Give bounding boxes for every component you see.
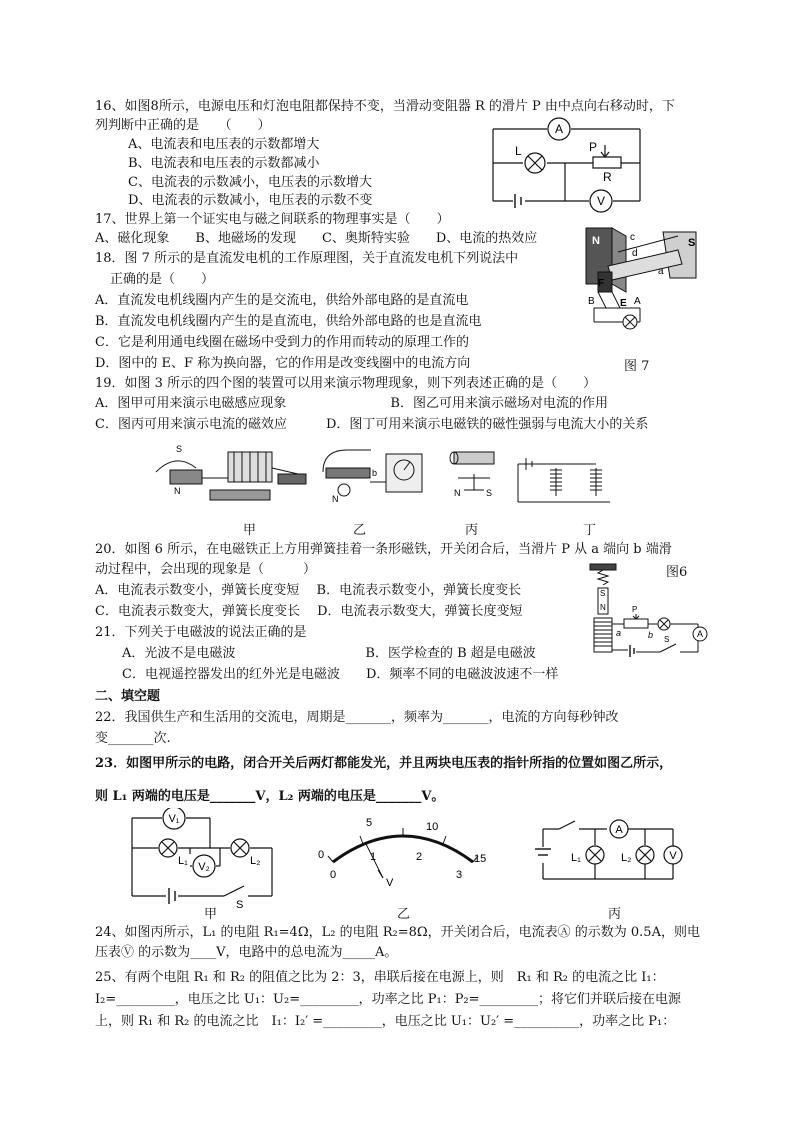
- q16-option-a: A、电流表和电压表的示数都增大: [128, 137, 320, 152]
- q24-line1: 24、如图丙所示，L₁ 的电阻 R₁=4Ω，L₂ 的电阻 R₂=8Ω，开关闭合后，电流表Ⓐ 的示数为 0.5A，则电: [95, 925, 700, 940]
- q18-stem-line1: 18．图 7 所示的是直流发电机的工作原理图，关于直流发电机下列说法中: [95, 251, 519, 266]
- q16-stem-line2: 列判断中正确的是 （ ）: [95, 118, 271, 133]
- q22-line2: 变_______次.: [95, 731, 171, 746]
- q18-b-label: B: [588, 296, 595, 307]
- q16-slider-label: P: [589, 140, 598, 154]
- q20-options-ab: A．电流表示数变小，弹簧长度变短 B．电流表示数变小，弹簧长度变长: [95, 583, 522, 598]
- q23-dial-bottom-3: 3: [456, 869, 463, 881]
- q18-option-d: D．图中的 E、F 称为换向器，它的作用是改变线圈中的电流方向: [95, 356, 471, 371]
- q18-figure-caption: 图 7: [624, 359, 650, 374]
- q16-option-b: B、电流表和电压表的示数都减小: [128, 156, 320, 171]
- q16-stem-line1: 16、如图8所示，电源电压和灯泡电阻都保持不变，当滑动变阻器 R 的滑片 P 由中点向右移动时，下: [95, 99, 675, 114]
- q25-line2: I₂=_________，电压之比 U₁：U₂=_________，功率之比 P₁：P₂=_________；将它们并联后接在电源: [95, 992, 682, 1007]
- q16-option-c: C、电流表的示数减小，电压表的示数增大: [128, 175, 372, 190]
- q18-e-label: E: [620, 298, 627, 309]
- section-fill-in-title: 二、填空题: [95, 689, 161, 704]
- q23-dial-top-10: 10: [426, 821, 439, 833]
- q18-option-c: C．它是利用通电线圈在磁场中受到力的作用而转动的原理工作的: [95, 335, 469, 350]
- q20-stem-line1: 20．如图 6 所示，在电磁铁正上方用弹簧挂着一条形磁铁，开关闭合后，当滑片 P 从 a 端向 b 端滑: [95, 542, 672, 557]
- q18-s-label: S: [688, 237, 696, 249]
- q18-n-label: N: [592, 235, 600, 247]
- q19-caption-yi: 乙: [353, 523, 367, 538]
- q25-line1: 25、有两个电阻 R₁ 和 R₂ 的阻值之比为 2：3，串联后接在电源上，则 R₁ 和 R₂ 的电流之比 I₁：: [95, 970, 665, 985]
- q16-circuit-figure: [485, 115, 660, 215]
- q19-figure-ding: [518, 458, 610, 502]
- q20-magnet-s-label: S: [600, 589, 606, 598]
- q18-a-label: a: [658, 266, 664, 277]
- q19-caption-ding: 丁: [583, 523, 597, 538]
- q16-option-d: D、电流表的示数减小，电压表的示数不变: [128, 193, 373, 208]
- q19-jia-s-label: S: [176, 444, 183, 454]
- q18-option-b: B．直流发电机线圈内产生的是直流电，供给外部电路的也是直流电: [95, 314, 482, 329]
- q20-electromagnet-figure: [580, 560, 715, 665]
- q23-bing-l1-label: L₁: [571, 852, 581, 864]
- q23-caption-bing: 丙: [608, 907, 622, 922]
- q18-c-label: c: [630, 232, 635, 243]
- q20-b-end-label: b: [648, 630, 654, 640]
- q16-ammeter-label: A: [554, 122, 564, 136]
- q19-bing-s-label: S: [486, 488, 493, 498]
- q23-dial-top-5: 5: [366, 817, 373, 829]
- q17-stem: 17、世界上第一个证实电与磁之间联系的物理事实是（ ）: [95, 212, 450, 227]
- q18-option-a: A．直流发电机线圈内产生的是交流电，供给外部电路的是直流电: [95, 293, 469, 308]
- q20-magnet-n-label: N: [600, 603, 606, 612]
- q23-line1: 23．如图甲所示的电路，闭合开关后两灯都能发光，并且两块电压表的指针所指的位置如图乙所示，: [95, 756, 673, 771]
- q23-dial-top-15: 15: [474, 853, 487, 865]
- q19-yi-b-label: b: [372, 468, 378, 478]
- q19-stem: 19．如图 3 所示的四个图的装置可以用来演示物理现象，则下列表述正确的是（ ）: [95, 376, 597, 391]
- q18-stem-line2: 正确的是（ ）: [110, 272, 215, 287]
- q17-options: A、磁化现象 B、地磁场的发现 C、奥斯特实验 D、电流的热效应: [95, 231, 538, 246]
- q20-options-cd: C．电流表示数变大，弹簧长度变长 D．电流表示数变大，弹簧长度变短: [95, 604, 523, 619]
- q23-l2-label: L₂: [250, 855, 261, 867]
- q19-figure-bing: [450, 452, 494, 490]
- q19-figures: [148, 442, 620, 512]
- q19-caption-bing: 丙: [465, 523, 479, 538]
- q19-jia-n-label: N: [174, 486, 181, 496]
- q23-dial-bottom-0: 0: [330, 869, 337, 881]
- q19-options-cd: C．图丙可用来演示电流的磁效应 D．图丁可用来演示电磁铁的磁性强弱与电流大小的关系: [95, 417, 649, 432]
- q24-line2: 压表Ⓥ 的示数为____V，电路中的总电流为_____A。: [95, 945, 398, 960]
- q19-bing-n-label: N: [454, 488, 461, 498]
- q16-voltmeter-label: V: [596, 194, 606, 208]
- q20-stem-line2: 动过程中，会出现的现象是（ ）: [95, 562, 317, 577]
- q23-circuit-bing: [535, 815, 690, 890]
- q23-v2-label: V₂: [198, 861, 210, 873]
- q25-line3: 上，则 R₁ 和 R₂ 的电流之比 I₁：I₂′ =_________，电压之比 U₁：U₂′ =__________，功率之比 P₁：: [95, 1014, 676, 1029]
- q23-dial-unit: V: [386, 877, 394, 889]
- q23-v1-label: V₁: [168, 813, 180, 825]
- q23-caption-yi: 乙: [397, 907, 411, 922]
- q21-options-ab: A．光波不是电磁波 B．医学检查的 B 超是电磁波: [122, 646, 536, 661]
- q18-a2-label: A: [634, 296, 641, 307]
- q23-line2: 则 L₁ 两端的电压是_______V，L₂ 两端的电压是_______V。: [95, 789, 445, 804]
- q19-yi-n-label: N: [332, 494, 339, 504]
- q23-switch-label: S: [236, 899, 244, 908]
- q23-dial-bottom-1: 1: [370, 851, 377, 863]
- q20-slider-label: P: [632, 605, 638, 614]
- q18-f-label: F: [598, 278, 605, 289]
- q21-options-cd: C．电视遥控器发出的红外光是电磁波 D．频率不同的电磁波波速不一样: [122, 667, 559, 682]
- q20-a-end-label: a: [616, 628, 622, 638]
- q23-dial-bottom-2: 2: [416, 851, 423, 863]
- q23-bing-voltmeter-label: V: [669, 850, 677, 862]
- q20-ammeter-label: A: [696, 629, 704, 639]
- q19-caption-jia: 甲: [243, 523, 257, 538]
- q22-line1: 22．我国供生产和生活用的交流电，周期是_______，频率为_______，电流的方向每秒钟改: [95, 710, 619, 725]
- q19-options-ab: A．图甲可用来演示电磁感应现象 B．图乙可用来演示磁场对电流的作用: [95, 396, 608, 411]
- q18-generator-figure: [578, 222, 703, 340]
- q20-switch-label: S: [664, 635, 670, 644]
- q16-resistor-label: R: [603, 170, 612, 184]
- q21-stem: 21．下列关于电磁波的说法正确的是: [95, 625, 307, 640]
- q23-circuit-jia: [128, 808, 278, 908]
- q20-figure-caption: 图6: [666, 565, 688, 580]
- q16-lamp-label: L: [515, 144, 522, 158]
- q23-caption-jia: 甲: [204, 907, 218, 922]
- q23-voltmeter-dial: [308, 812, 498, 892]
- q23-dial-top-0: 0: [318, 849, 325, 861]
- q23-bing-l2-label: L₂: [621, 852, 632, 864]
- q23-bing-ammeter-label: A: [615, 824, 623, 836]
- q18-d-label: d: [632, 248, 638, 259]
- q23-l1-label: L₁: [178, 855, 188, 867]
